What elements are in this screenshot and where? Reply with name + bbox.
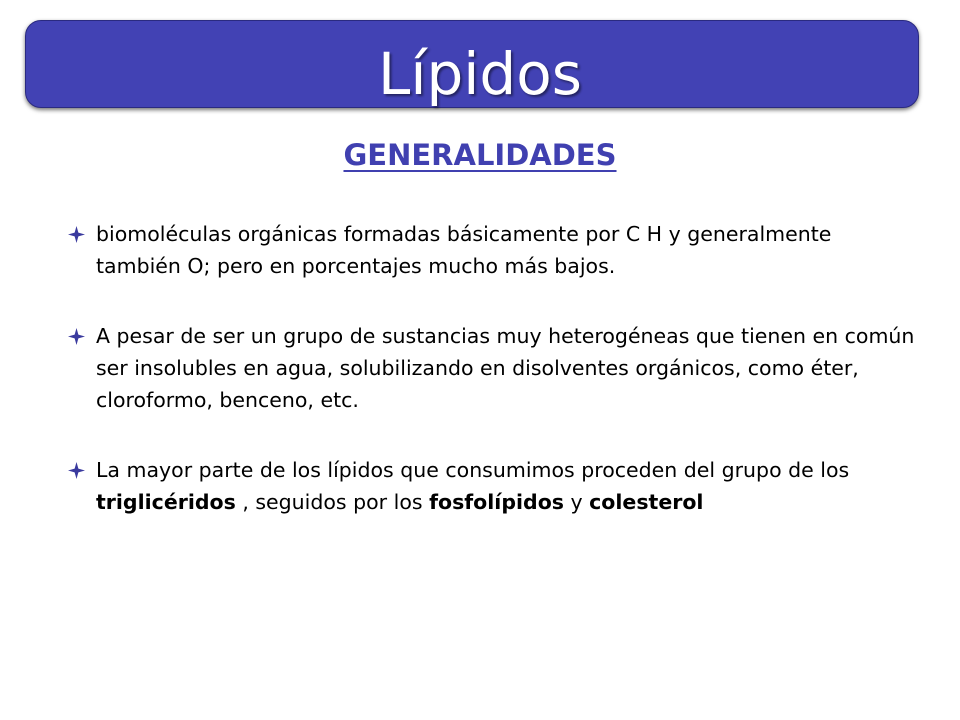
section-heading <box>0 138 960 172</box>
bullet-item <box>66 454 916 518</box>
bullet-item <box>66 218 916 282</box>
bullet-list <box>66 218 916 556</box>
slide-title: Lípidos <box>378 40 582 108</box>
diamond-star-icon <box>66 454 86 486</box>
bullet-text-part: , seguidos por los <box>235 490 430 514</box>
diamond-star-icon <box>66 320 86 352</box>
bullet-text-part: y <box>563 490 590 514</box>
bullet-text: A pesar de ser un grupo de sustancias muy heterogéneas que tienen en común ser insolubles en agua, solubilizando en disolventes orgánicos, como éter, cloroformo, benceno, etc. <box>96 324 915 412</box>
bold-term-trigliceridos: triglicéridos <box>96 490 236 514</box>
section-heading-text: GENERALIDADES <box>343 138 617 172</box>
bullet-text-part: La mayor parte de los lípidos que consumimos proceden del grupo de los <box>96 458 850 482</box>
bold-term-fosfolipidos: fosfolípidos <box>429 490 564 514</box>
bullet-text: biomoléculas orgánicas formadas básicamente por C H y generalmente también O; pero en porcentajes mucho más bajos. <box>96 222 832 278</box>
diamond-star-icon <box>66 218 86 250</box>
bullet-item <box>66 320 916 416</box>
bold-term-colesterol: colesterol <box>589 490 704 514</box>
